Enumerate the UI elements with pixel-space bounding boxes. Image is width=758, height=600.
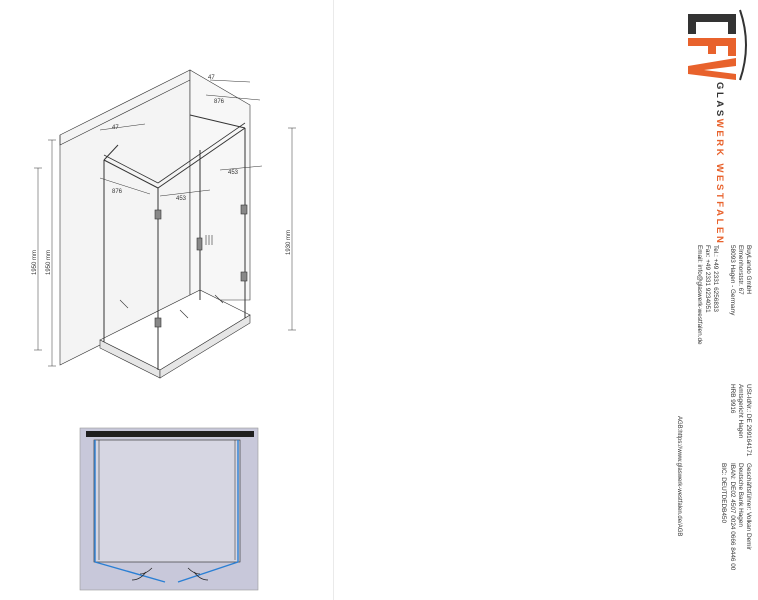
hinge-bottom-right: [241, 272, 247, 281]
dim-top-depth: 876: [214, 99, 225, 105]
address-line: BuyLando GmbH: [745, 245, 752, 295]
glaswerk-logo-icon: [678, 8, 748, 82]
floor-plan: [80, 428, 258, 590]
phone: Tel.: +49 2331 6256833: [712, 245, 720, 312]
dim-height-left-outer: 1950 mm: [32, 249, 38, 275]
company-info-panel: [333, 0, 752, 600]
door-handle: [197, 238, 202, 250]
dim-height-left-inner: 1950 mm: [46, 249, 52, 275]
address-block: [695, 245, 752, 345]
tax-block: [727, 384, 752, 456]
bank-line: BIC: DEUTDEDB450: [720, 463, 728, 524]
address-line: Elmenhorststr. 67: [736, 245, 744, 295]
email: Email: info@glaswerk-westfalen.de: [695, 245, 703, 345]
hinge-bottom-left: [155, 318, 161, 327]
brand-name: [714, 82, 725, 245]
dim-height-right: 1930 mm: [286, 229, 292, 255]
hinge-top-right: [241, 205, 247, 214]
bank-line: Deutsche Bank Hagen: [736, 463, 744, 527]
dim-front-width: 453: [176, 196, 187, 202]
bank-line: IBAN: DE02 4507 0024 0666 8446 00: [728, 463, 736, 571]
tax-line: USt-IdNr.: DE 299164171: [745, 384, 752, 457]
bank-line: Geschäftsführer: Volkan Demir: [745, 463, 752, 551]
company-info-rotated: [667, 0, 758, 600]
address-line: 58093 Hagen - Germany: [728, 245, 736, 316]
dim-side-wall-top: 47: [208, 75, 215, 81]
tax-line: Amtsgericht Hagen: [736, 384, 744, 439]
brand-part1: GLAS: [714, 82, 725, 119]
dim-front-depth: 876: [112, 189, 123, 195]
tax-line: HRB 9916: [728, 384, 736, 414]
brand-part2: WERK WESTFALEN: [714, 118, 725, 246]
dim-front-top-left: 47: [112, 125, 119, 131]
dim-front-width-right: 453: [228, 170, 239, 176]
shower-isometric-drawing: [0, 0, 333, 600]
bank-block: [719, 463, 752, 570]
agb-link[interactable]: AGB:https://www.glaswerk-westfalen.de/AGB: [676, 416, 682, 537]
hinge-top-left: [155, 210, 161, 219]
fax: Fax: +49 2331 9234051: [704, 245, 712, 313]
